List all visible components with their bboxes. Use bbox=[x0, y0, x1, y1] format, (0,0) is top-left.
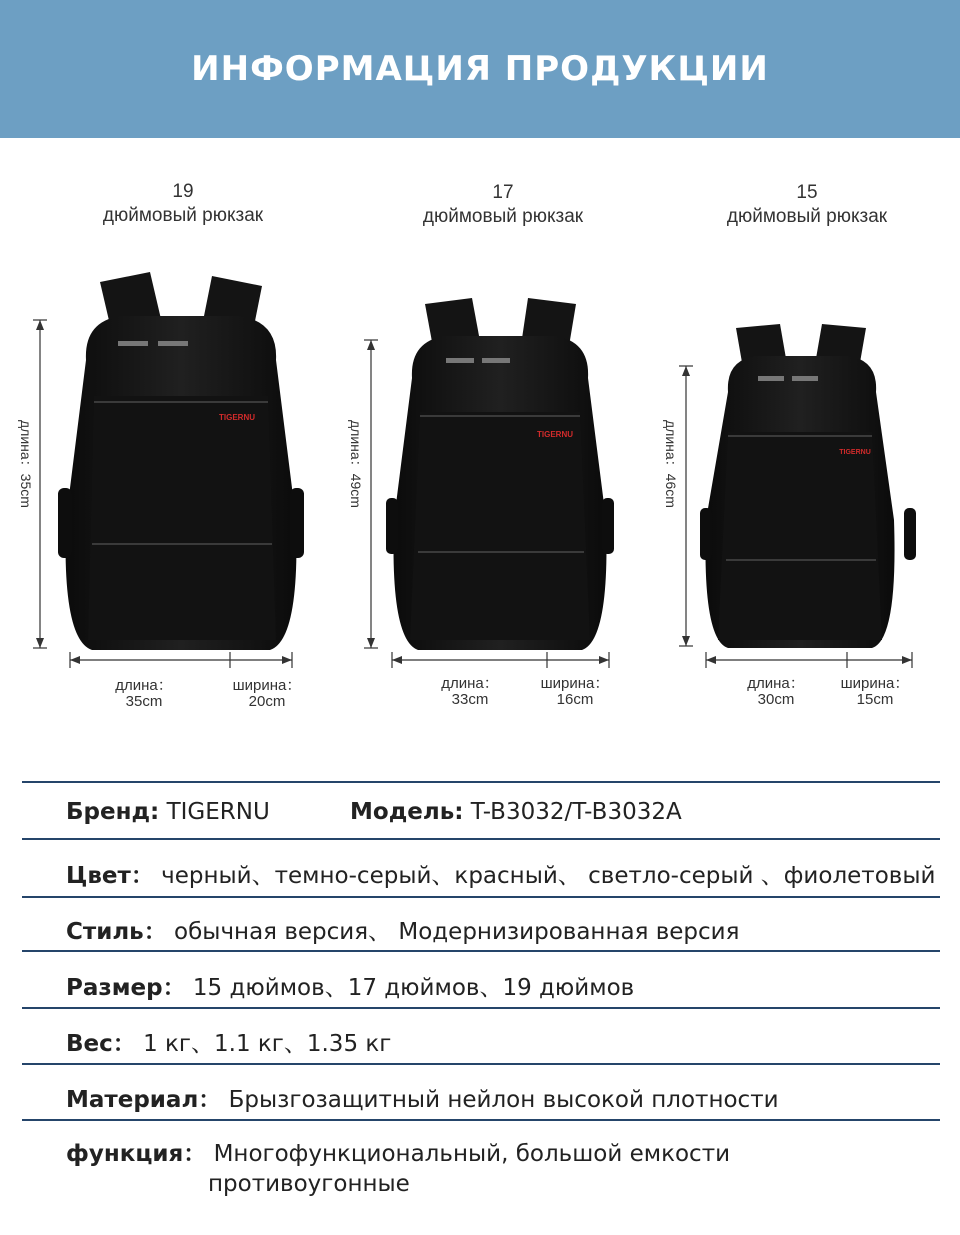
spec-divider bbox=[22, 896, 940, 898]
spec-divider bbox=[22, 950, 940, 952]
length-key: длина： bbox=[441, 675, 499, 692]
spec-row-material bbox=[66, 1081, 779, 1114]
page-title: ИНФОРМАЦИЯ ПРОДУКЦИИ bbox=[191, 49, 769, 89]
spec-divider bbox=[22, 1119, 940, 1121]
spec-key: Материал： bbox=[66, 1087, 222, 1113]
spec-key: Вес： bbox=[66, 1031, 136, 1057]
spec-key: Бренд: bbox=[66, 799, 160, 825]
spec-row-color bbox=[66, 857, 935, 890]
spec-value: противоугонные bbox=[208, 1171, 410, 1197]
spec-row-function-cont bbox=[208, 1171, 410, 1197]
width-value: 16cm bbox=[556, 691, 594, 708]
spec-key: Цвет： bbox=[66, 863, 154, 889]
spec-divider bbox=[22, 838, 940, 840]
height-label-19: длина：35cm bbox=[18, 420, 34, 508]
spec-value: обычная версия、 Модернизированная версия bbox=[174, 919, 740, 945]
spec-value: 1 кг、1.1 кг、1.35 кг bbox=[143, 1031, 392, 1057]
width-label-19 bbox=[222, 678, 312, 710]
height-label-15: длина：46cm bbox=[663, 420, 679, 508]
brand-logo: TIGERNU bbox=[537, 430, 573, 439]
length-value: 35cm bbox=[125, 693, 163, 710]
width-label-15 bbox=[830, 676, 920, 708]
brand-logo: TIGERNU bbox=[839, 449, 871, 456]
spec-value: 15 дюймов、17 дюймов、19 дюймов bbox=[192, 975, 635, 1001]
spec-divider bbox=[22, 1007, 940, 1009]
width-value: 20cm bbox=[248, 693, 286, 710]
spec-row-weight bbox=[66, 1025, 391, 1058]
spec-value: TIGERNU bbox=[166, 799, 270, 825]
length-key: длина： bbox=[115, 677, 173, 694]
caption-text: дюймовый рюкзак bbox=[102, 205, 264, 226]
spec-row-size bbox=[66, 969, 634, 1002]
spec-value: T-B3032/T-B3032A bbox=[470, 799, 682, 825]
caption-size: 19 bbox=[172, 181, 194, 202]
spec-value: Брызгозащитный нейлон высокой плотности bbox=[228, 1087, 779, 1113]
caption-size: 17 bbox=[492, 182, 514, 203]
spec-key: функция： bbox=[66, 1141, 207, 1167]
length-label-17 bbox=[430, 676, 510, 708]
spec-row-style bbox=[66, 913, 739, 946]
width-label-17 bbox=[530, 676, 620, 708]
length-label-19 bbox=[104, 678, 184, 710]
caption-text: дюймовый рюкзак bbox=[726, 206, 888, 227]
spec-key: Размер： bbox=[66, 975, 186, 1001]
height-label-17: длина：49cm bbox=[348, 420, 364, 508]
spec-value: Многофункциональный, большой емкости bbox=[213, 1141, 731, 1167]
spec-row-model bbox=[350, 799, 682, 825]
length-label-15 bbox=[736, 676, 816, 708]
length-key: длина： bbox=[747, 675, 805, 692]
length-value: 30cm bbox=[757, 691, 795, 708]
width-value: 15cm bbox=[856, 691, 894, 708]
spec-row-function bbox=[66, 1135, 730, 1168]
width-key: ширина： bbox=[840, 675, 910, 692]
backpack-15-image bbox=[700, 324, 916, 648]
brand-logo: TIGERNU bbox=[219, 413, 255, 422]
length-value: 33cm bbox=[451, 691, 489, 708]
spec-value: черный、темно-серый、красный、 светло-серый 、фиолетовый bbox=[161, 863, 936, 889]
caption-text: дюймовый рюкзак bbox=[422, 206, 584, 227]
width-key: ширина： bbox=[540, 675, 610, 692]
spec-divider bbox=[22, 781, 940, 783]
backpack-17-image bbox=[386, 298, 614, 650]
spec-key: Стиль： bbox=[66, 919, 167, 945]
spec-divider bbox=[22, 1063, 940, 1065]
spec-row-brand bbox=[66, 799, 270, 825]
width-key: ширина： bbox=[232, 677, 302, 694]
spec-key: Модель: bbox=[350, 799, 464, 825]
caption-size: 15 bbox=[796, 182, 818, 203]
backpack-19-image bbox=[58, 272, 304, 650]
